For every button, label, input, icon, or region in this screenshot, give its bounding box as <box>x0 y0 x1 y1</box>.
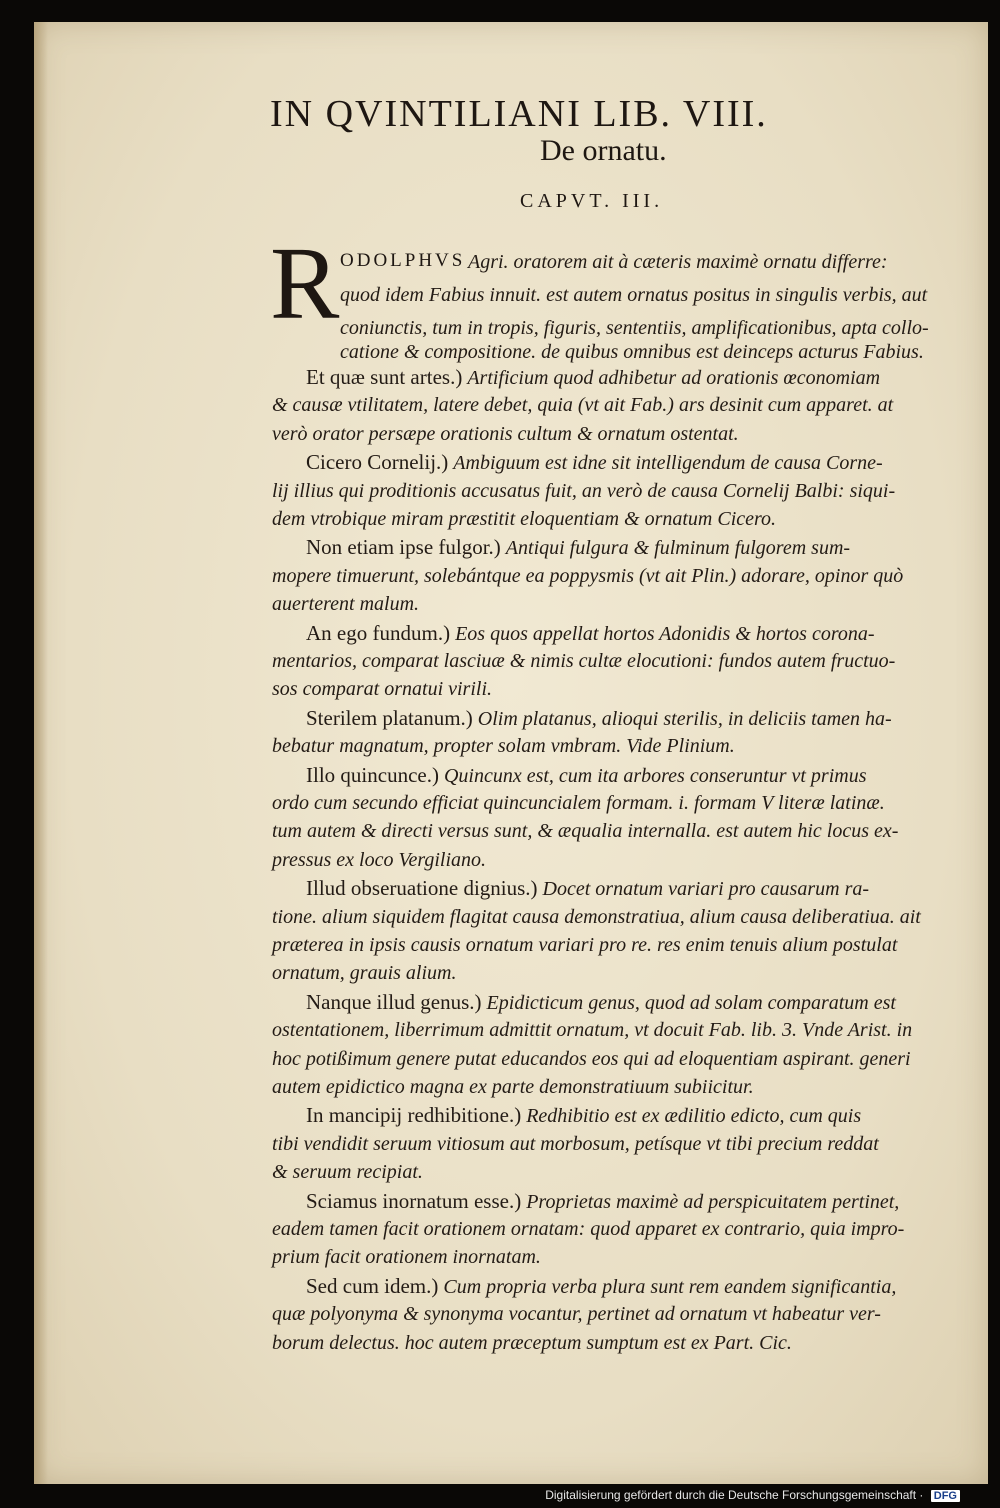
commentary-text: ordo cum secundo efficiat quincuncialem formam. i. formam V literæ latinæ. <box>272 792 885 814</box>
text-line <box>306 621 875 646</box>
text-line <box>272 1245 541 1269</box>
text-line <box>306 535 850 560</box>
commentary-text: mopere timuerunt, solebántque ea poppysmis (vt ait Plin.) adorare, opinor quò <box>272 564 904 587</box>
text-line <box>272 479 895 503</box>
text-line <box>272 1018 912 1042</box>
text-line <box>272 905 921 929</box>
commentary-text: quæ polyonyma & synonyma vocantur, pertinet ad ornatum vt habeatur ver- <box>272 1303 881 1326</box>
text-line <box>306 1189 899 1214</box>
commentary-text: Cum propria verba plura sunt rem eandem significantia, <box>443 1275 897 1298</box>
text-line <box>306 990 896 1015</box>
text-line <box>272 1132 879 1156</box>
drop-cap-initial: R <box>270 226 340 341</box>
commentary-text: tum autem & directi versus sunt, & æqualia internalla. est autem hic locus ex- <box>272 820 899 843</box>
footer-text: Digitalisierung gefördert durch die Deutsche Forschungsgemeinschaft · <box>545 1488 924 1502</box>
dfg-logo: DFG <box>931 1490 960 1502</box>
chapter-heading: CAPVT. III. <box>520 190 664 212</box>
commentary-text: borum delectus. hoc autem præceptum sumptum est ex Part. Cic. <box>272 1331 792 1354</box>
commentary-text: eadem tamen facit orationem ornatam: quod apparet ex contrario, quia impro- <box>272 1218 905 1240</box>
digitization-footer <box>545 1488 960 1502</box>
commentary-text: lij illius qui proditionis accusatus fuit, an verò de causa Cornelij Balbi: siqui- <box>272 479 896 502</box>
lemma-headword: Cicero Cornelij.) <box>306 450 449 475</box>
text-line <box>340 316 929 340</box>
commentary-text: & seruum recipiat. <box>272 1161 423 1184</box>
text-line <box>306 706 892 731</box>
commentary-text: ornatum, grauis alium. <box>272 962 457 985</box>
commentary-text: catione & compositione. de quibus omnibus est deinceps acturus Fabius. <box>340 341 924 363</box>
commentary-text: præterea in ipsis causis ornatum variari pro re. res enim tenuis alium postulat <box>272 934 898 956</box>
text-line <box>272 734 735 758</box>
lemma-headword: Et quæ sunt artes.) <box>306 365 463 389</box>
lemma-headword: Illo quincunce.) <box>306 762 439 787</box>
lemma-headword: An ego fundum.) <box>306 620 451 645</box>
commentary-text: Epidicticum genus, quod ad solam comparatum est <box>486 991 896 1014</box>
running-head: IN QVINTILIANI LIB. VIII. <box>270 93 768 135</box>
commentary-text: tibi vendidit seruum vitiosum aut morbosum, petísque vt tibi precium reddat <box>272 1132 879 1155</box>
commentary-text: auerterent malum. <box>272 593 420 616</box>
commentary-text: Quincunx est, cum ita arbores conseruntur vt primus <box>443 764 867 787</box>
text-line <box>272 791 885 815</box>
commentary-text: Artificium quod adhibetur ad orationis œconomiam <box>467 367 881 389</box>
lemma-headword: Non etiam ipse fulgor.) <box>306 535 501 560</box>
commentary-text: quod idem Fabius innuit. est autem ornatus positus in singulis verbis, aut <box>340 284 928 306</box>
text-line <box>272 649 895 673</box>
commentary-text: mentarios, comparat lasciuæ & nimis cultæ elocutioni: fundos autem fructuo- <box>272 650 896 672</box>
text-line <box>468 250 888 274</box>
lead-label: ODOLPHVS <box>340 250 466 271</box>
lemma-headword: Sterilem platanum.) <box>306 705 473 730</box>
text-line <box>306 450 883 475</box>
text-line <box>272 1217 904 1241</box>
text-line <box>272 819 898 843</box>
lemma-headword: Nanque illud genus.) <box>306 989 482 1014</box>
commentary-text: sos comparat ornatui virili. <box>272 678 493 701</box>
commentary-text: coniunctis, tum in tropis, figuris, sententiis, amplificationibus, apta collo- <box>340 317 929 339</box>
section-title: De ornatu. <box>540 134 667 167</box>
lemma-headword: Sciamus inornatum esse.) <box>306 1188 522 1213</box>
commentary-text: prium facit orationem inornatam. <box>272 1246 541 1269</box>
text-line <box>272 1331 792 1355</box>
page-spine-shadow <box>34 22 48 1484</box>
commentary-text: Redhibitio est ex ædilitio edicto, cum quis <box>526 1105 862 1128</box>
commentary-text: & causæ vtilitatem, latere debet, quia (vt ait Fab.) ars desinit cum apparet. at <box>272 394 894 417</box>
text-line <box>306 1274 896 1299</box>
text-line <box>272 961 456 985</box>
commentary-text: Eos quos appellat hortos Adonidis & hortos corona- <box>455 622 875 645</box>
text-line <box>272 1160 423 1184</box>
commentary-text: autem epidictico magna ex parte demonstratiuum subiicitur. <box>272 1076 754 1098</box>
text-line <box>272 564 903 588</box>
text-line <box>272 1302 881 1326</box>
text-line <box>272 1075 754 1099</box>
commentary-text: bebatur magnatum, propter solam vmbram. Vide Plinium. <box>272 735 735 758</box>
commentary-text: dem vtrobique miram præstitit eloquentiam & ornatum Cicero. <box>272 508 777 530</box>
commentary-text: tione. alium siquidem flagitat causa demonstratiua, alium causa deliberatiua. ait <box>272 905 921 928</box>
lemma-headword: Illud obseruatione dignius.) <box>306 876 538 901</box>
text-line <box>272 1047 911 1071</box>
commentary-text: Antiqui fulgura & fulminum fulgorem sum- <box>505 537 851 560</box>
text-line <box>306 1103 861 1128</box>
commentary-text: Ambiguum est idne sit intelligendum de causa Corne- <box>453 452 883 475</box>
commentary-text: pressus ex loco Vergiliano. <box>272 848 487 871</box>
text-line <box>306 365 880 390</box>
commentary-text: Docet ornatum variari pro causarum ra- <box>542 878 870 901</box>
text-line <box>272 592 419 616</box>
commentary-text: Olim platanus, alioqui sterilis, in deliciis tamen ha- <box>477 707 892 730</box>
text-line <box>272 933 897 957</box>
commentary-text: verò orator persæpe orationis cultum & ornatum ostentat. <box>272 422 739 445</box>
text-line <box>306 876 869 901</box>
lemma-headword: Sed cum idem.) <box>306 1273 439 1298</box>
text-line <box>272 422 739 446</box>
commentary-text: Proprietas maximè ad perspicuitatem pertinet, <box>526 1190 900 1213</box>
text-line <box>272 393 893 417</box>
text-line <box>340 283 927 307</box>
text-line <box>306 763 867 788</box>
text-line <box>340 340 924 364</box>
commentary-text: hoc potißimum genere putat educandos eos qui ad eloquentiam aspirant. generi <box>272 1047 911 1070</box>
lemma-headword: In mancipij redhibitione.) <box>306 1103 522 1128</box>
text-line <box>272 677 492 701</box>
text-line <box>272 507 776 531</box>
commentary-text: ostentationem, liberrimum admittit ornatum, vt docuit Fab. lib. 3. Vnde Arist. in <box>272 1019 913 1042</box>
commentary-text: Agri. oratorem ait à cæteris maximè ornatu differre: <box>468 251 888 273</box>
text-line <box>272 848 486 872</box>
